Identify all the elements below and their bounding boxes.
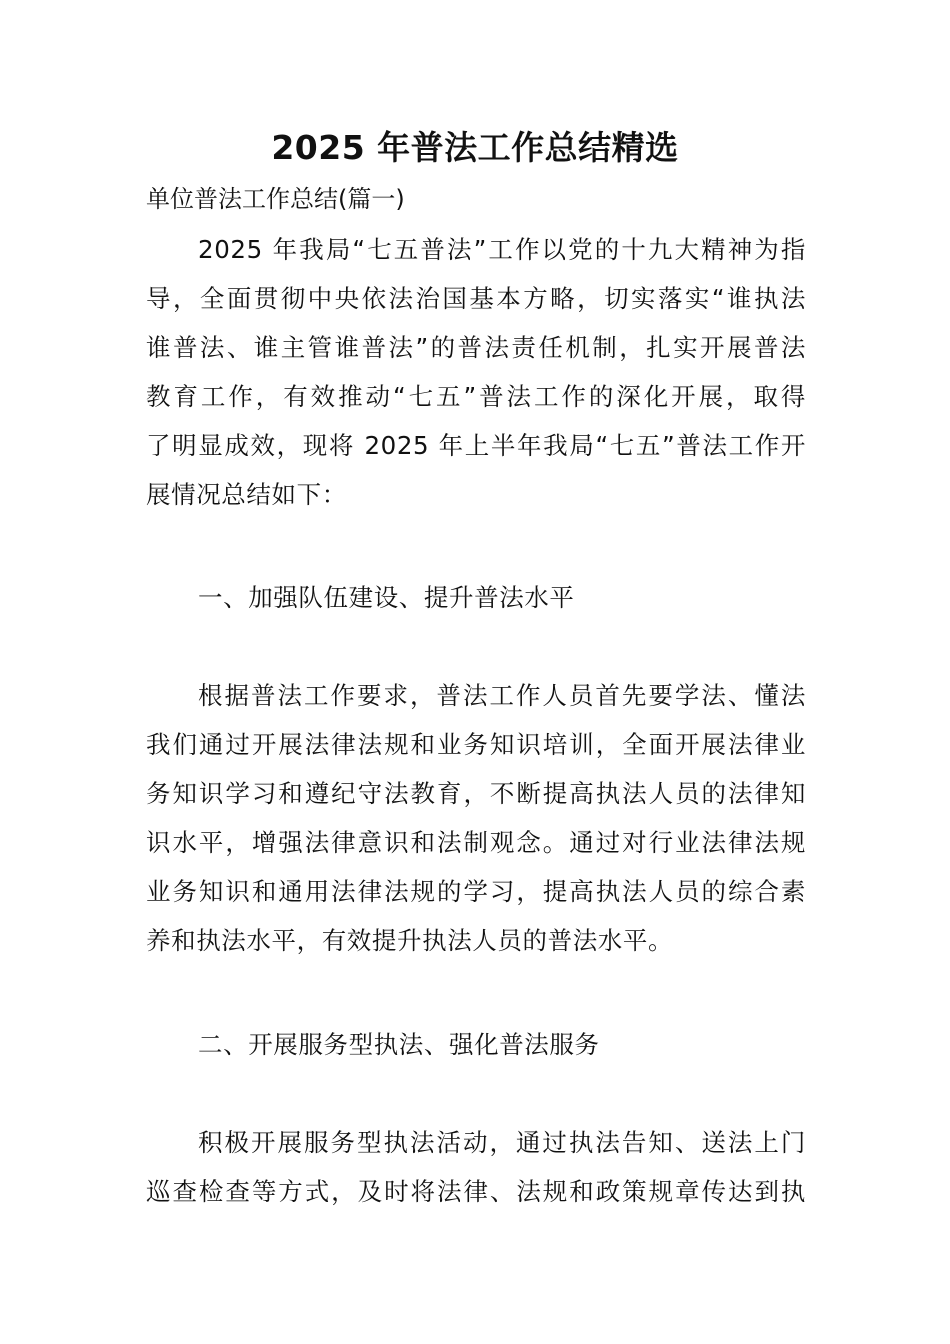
paragraph-line: 了明显成效，现将 2025 年上半年我局“七五”普法工作开 [146, 431, 806, 460]
section-heading-text: 一、加强队伍建设、提升普法水平 [198, 583, 575, 612]
paragraph-line: 谁普法、谁主管谁普法”的普法责任机制，扎实开展普法 [146, 333, 806, 362]
paragraph-line: 务知识学习和遵纪守法教育，不断提高执法人员的法律知 [146, 779, 806, 808]
paragraph-line: 展情况总结如下： [146, 480, 347, 509]
paragraph-line: 根据普法工作要求，普法工作人员首先要学法、懂法 [198, 681, 806, 710]
document-subtitle: 单位普法工作总结(篇一) [146, 185, 405, 213]
paragraph-line: 导，全面贯彻中央依法治国基本方略，切实落实“谁执法 [146, 284, 806, 313]
section-heading-text: 二、开展服务型执法、强化普法服务 [198, 1030, 600, 1059]
paragraph-line: 识水平，增强法律意识和法制观念。通过对行业法律法规 [146, 828, 806, 857]
paragraph-line: 巡查检查等方式，及时将法律、法规和政策规章传达到执 [146, 1177, 806, 1206]
paragraph-line: 业务知识和通用法律法规的学习，提高执法人员的综合素 [146, 877, 806, 906]
document-title: 2025 年普法工作总结精选 [271, 128, 679, 167]
paragraph-line: 养和执法水平，有效提升执法人员的普法水平。 [146, 926, 674, 955]
paragraph-line: 2025 年我局“七五普法”工作以党的十九大精神为指 [198, 235, 806, 264]
paragraph-line: 教育工作，有效推动“七五”普法工作的深化开展，取得 [146, 382, 806, 411]
paragraph-line: 我们通过开展法律法规和业务知识培训，全面开展法律业 [146, 730, 806, 759]
paragraph-line: 积极开展服务型执法活动，通过执法告知、送法上门 [198, 1128, 806, 1157]
